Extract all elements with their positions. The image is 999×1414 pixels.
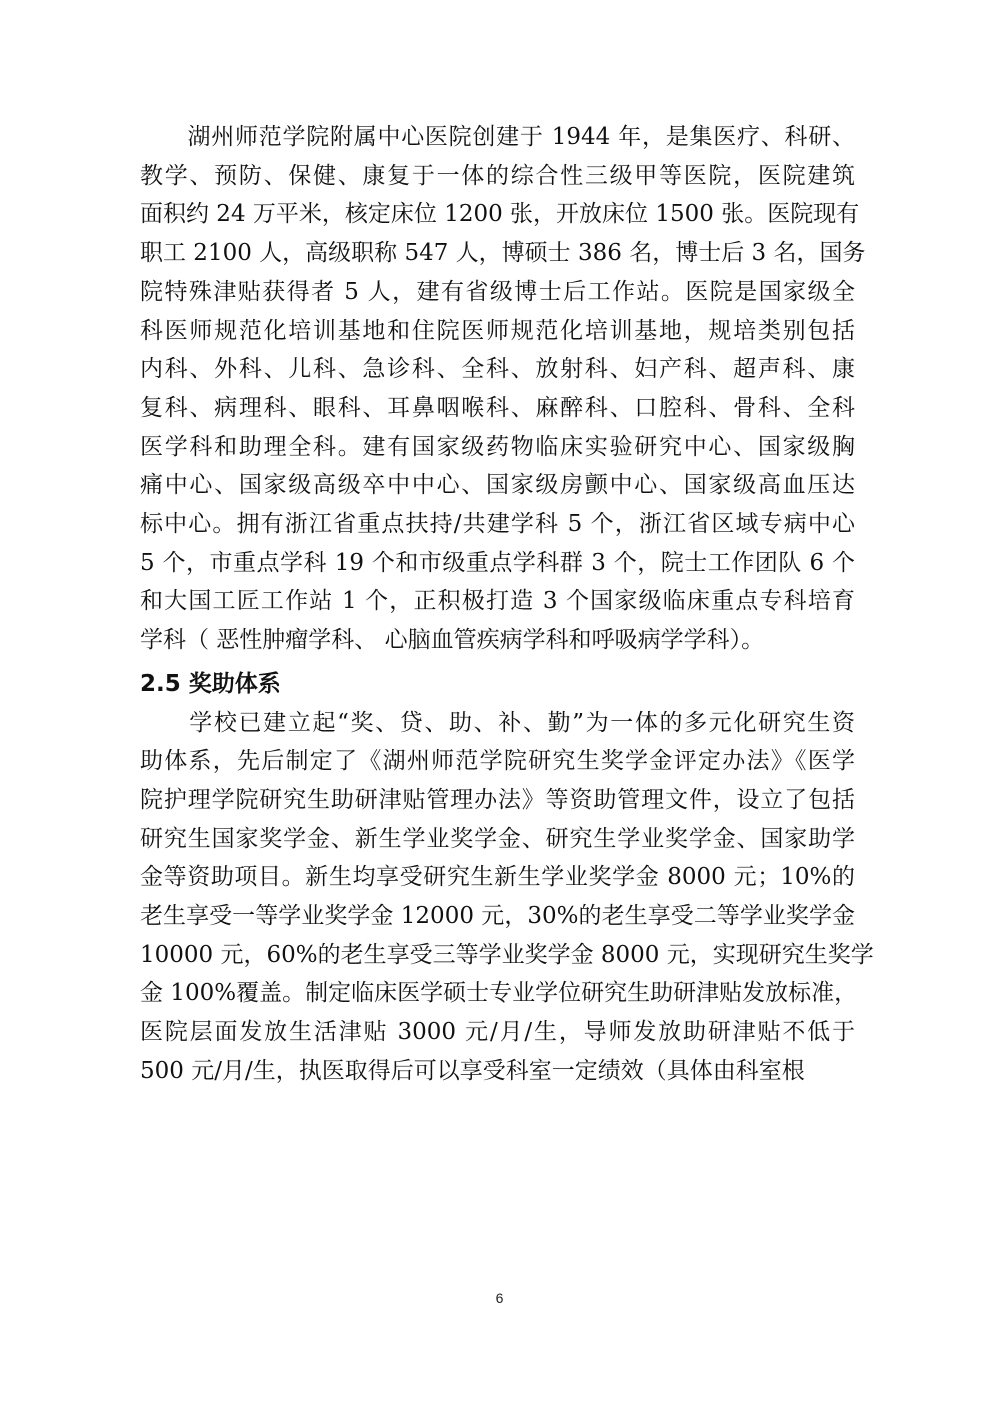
page-number: 6 <box>495 1290 504 1306</box>
text-line: 10000 元，60%的老生享受三等学业奖学金 8000 元，实现研究生奖学 <box>140 941 874 968</box>
text-line: 助体系，先后制定了《湖州师范学院研究生奖学金评定办法》《医学 <box>140 748 855 775</box>
text-line: 学科（ 恶性肿瘤学科、 心脑血管疾病学科和呼吸病学学科）。 <box>140 627 765 654</box>
paragraph-scholarship-system <box>140 704 874 1091</box>
text-line: 金 100%覆盖。制定临床医学硕士专业学位研究生助研津贴发放标准， <box>140 980 858 1007</box>
text-line: 院特殊津贴获得者 5 人，建有省级博士后工作站。医院是国家级全 <box>140 278 855 305</box>
text-line: 老生享受一等学业奖学金 12000 元，30%的老生享受二等学业奖学金 <box>140 903 855 930</box>
text-line: 面积约 24 万平米，核定床位 1200 张，开放床位 1500 张。医院现有 <box>140 201 860 228</box>
text-line: 医学科和助理全科。建有国家级药物临床实验研究中心、国家级胸 <box>140 433 855 460</box>
text-line: 职工 2100 人，高级职称 547 人，博硕士 386 名，博士后 3 名，国务 <box>140 240 866 267</box>
paragraph-hospital-intro <box>140 118 866 660</box>
text-line: 科医师规范化培训基地和住院医师规范化培训基地，规培类别包括 <box>140 317 855 344</box>
text-line: 院护理学院研究生助研津贴管理办法》等资助管理文件，设立了包括 <box>140 786 855 813</box>
text-line: 和大国工匠工作站 1 个，正积极打造 3 个国家级临床重点专科培育 <box>140 588 855 615</box>
text-line: 痛中心、国家级高级卒中中心、国家级房颤中心、国家级高血压达 <box>140 472 855 499</box>
section-heading: 2.5 奖助体系 <box>140 670 281 697</box>
text-line: 标中心。拥有浙江省重点扶持/共建学科 5 个，浙江省区域专病中心 <box>140 511 855 538</box>
page-body <box>140 118 874 1091</box>
text-line: 研究生国家奖学金、新生学业奖学金、研究生学业奖学金、国家助学 <box>140 825 855 852</box>
text-line: 5 个，市重点学科 19 个和市级重点学科群 3 个，院士工作团队 6 个 <box>140 549 855 576</box>
text-line: 学校已建立起“奖、贷、助、补、勤”为一体的多元化研究生资 <box>140 709 855 736</box>
text-line: 500 元/月/生，执医取得后可以享受科室一定绩效（具体由科室根 <box>140 1057 805 1084</box>
text-line: 教学、预防、保健、康复于一体的综合性三级甲等医院，医院建筑 <box>140 162 855 189</box>
text-line: 医院层面发放生活津贴 3000 元/月/生，导师发放助研津贴不低于 <box>140 1019 855 1046</box>
text-line: 内科、外科、儿科、急诊科、全科、放射科、妇产科、超声科、康 <box>140 356 855 383</box>
text-line: 复科、病理科、眼科、耳鼻咽喉科、麻醉科、口腔科、骨科、全科 <box>140 394 855 421</box>
text-line: 金等资助项目。新生均享受研究生新生学业奖学金 8000 元；10%的 <box>140 864 855 891</box>
text-line: 湖州师范学院附属中心医院创建于 1944 年，是集医疗、科研、 <box>140 124 855 150</box>
